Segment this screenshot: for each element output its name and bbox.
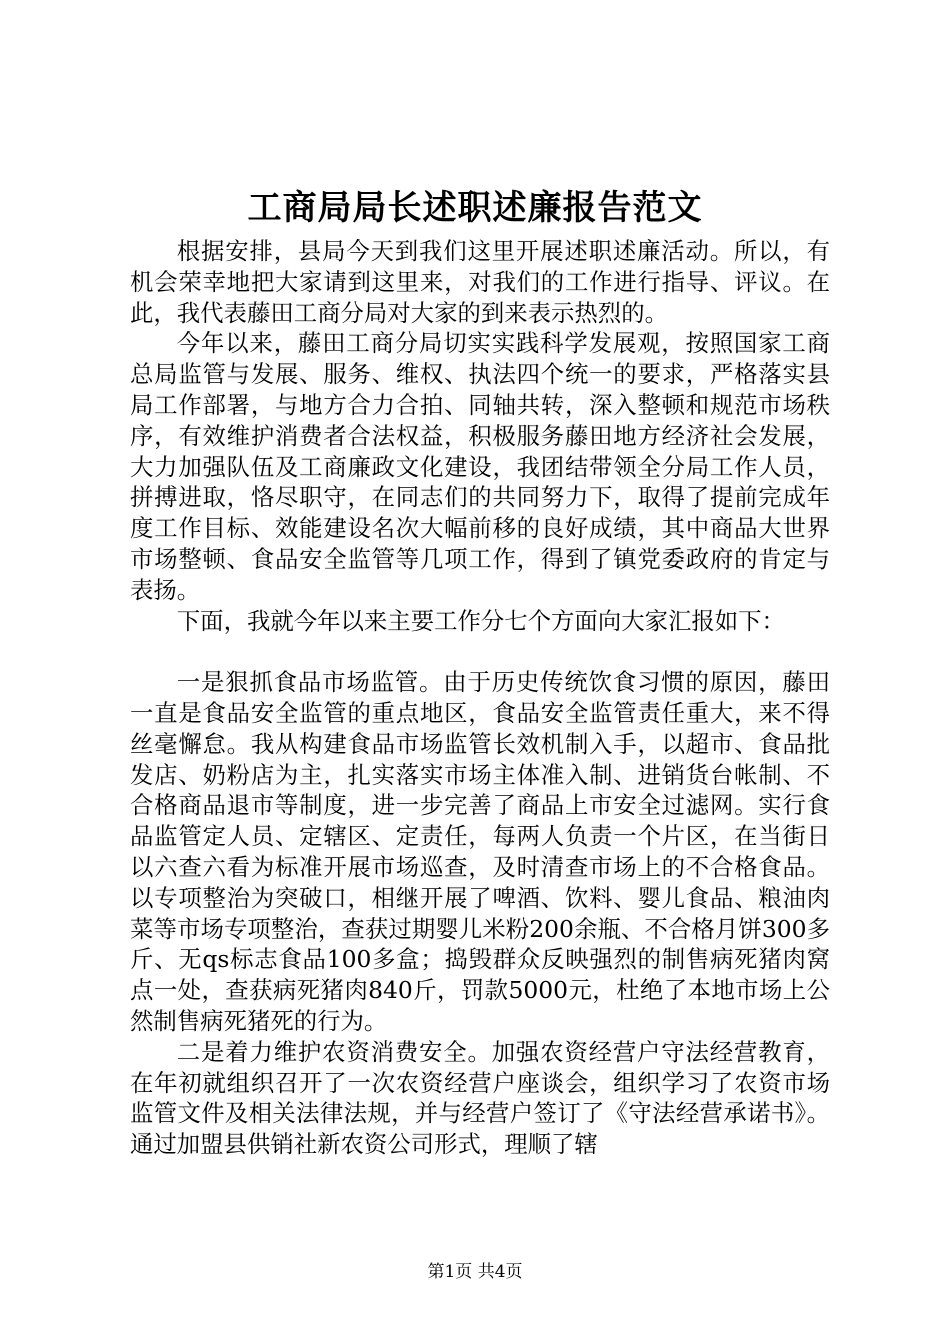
paragraph: 根据安排，县局今天到我们这里开展述职述廉活动。所以，有机会荣幸地把大家请到这里来，对我们的工作进行指导、评议。在此，我代表藤田工商分局对大家的到来表示热烈的。 <box>130 237 830 327</box>
document-title: 工商局局长述职述廉报告范文 <box>247 188 703 228</box>
paragraph: 下面，我就今年以来主要工作分七个方面向大家汇报如下： <box>176 606 785 635</box>
paragraph-spacer <box>130 636 830 667</box>
paragraph: 今年以来，藤田工商分局切实实践科学发展观，按照国家工商总局监管与发展、服务、维权、执法四个统一的要求，严格落实县局工作部署，与地方合力合拍、同轴共转，深入整顿和规范市场秩序，有效维护消费者合法权益，积极服务藤田地方经济社会发展，大力加强队伍及工商廉政文化建设，我团结带领全分局工作人员，拼搏进取，恪尽职守，在同志们的共同努力下，取得了提前完成年度工作目标、效能建设名次大幅前移的良好成绩，其中商品大世界市场整顿、食品安全监管等几项工作，得到了镇党委政府的肯定与表扬。 <box>130 329 830 604</box>
paragraph: 二是着力维护农资消费安全。加强农资经营户守法经营教育，在年初就组织召开了一次农资经营户座谈会，组织学习了农资市场监管文件及相关法律法规，并与经营户签订了《守法经营承诺书》。通过加盟县供销社新农资公司形式，理顺了辖 <box>130 1037 830 1159</box>
document-body <box>130 236 830 1160</box>
paragraph: 一是狠抓食品市场监管。由于历史传统饮食习惯的原因，藤田一直是食品安全监管的重点地区，食品安全监管责任重大，来不得丝毫懈怠。我从构建食品市场监管长效机制入手，以超市、食品批发店、奶粉店为主，扎实落实市场主体准入制、进销货台帐制、不合格商品退市等制度，进一步完善了商品上市安全过滤网。实行食品监管定人员、定辖区、定责任，每两人负责一个片区，在当街日以六查六看为标准开展市场巡查，及时清查市场上的不合格食品。以专项整治为突破口，相继开展了啤酒、饮料、婴儿食品、粮油肉菜等市场专项整治，查获过期婴儿米粉200余瓶、不合格月饼300多斤、无qs标志食品100多盒；捣毁群众反映强烈的制售病死猪肉窝点一处，查获病死猪肉840斤，罚款5000元，杜绝了本地市场上公然制售病死猪死的行为。 <box>130 668 830 1035</box>
page-footer: 第1页 共4页 <box>427 1262 523 1282</box>
